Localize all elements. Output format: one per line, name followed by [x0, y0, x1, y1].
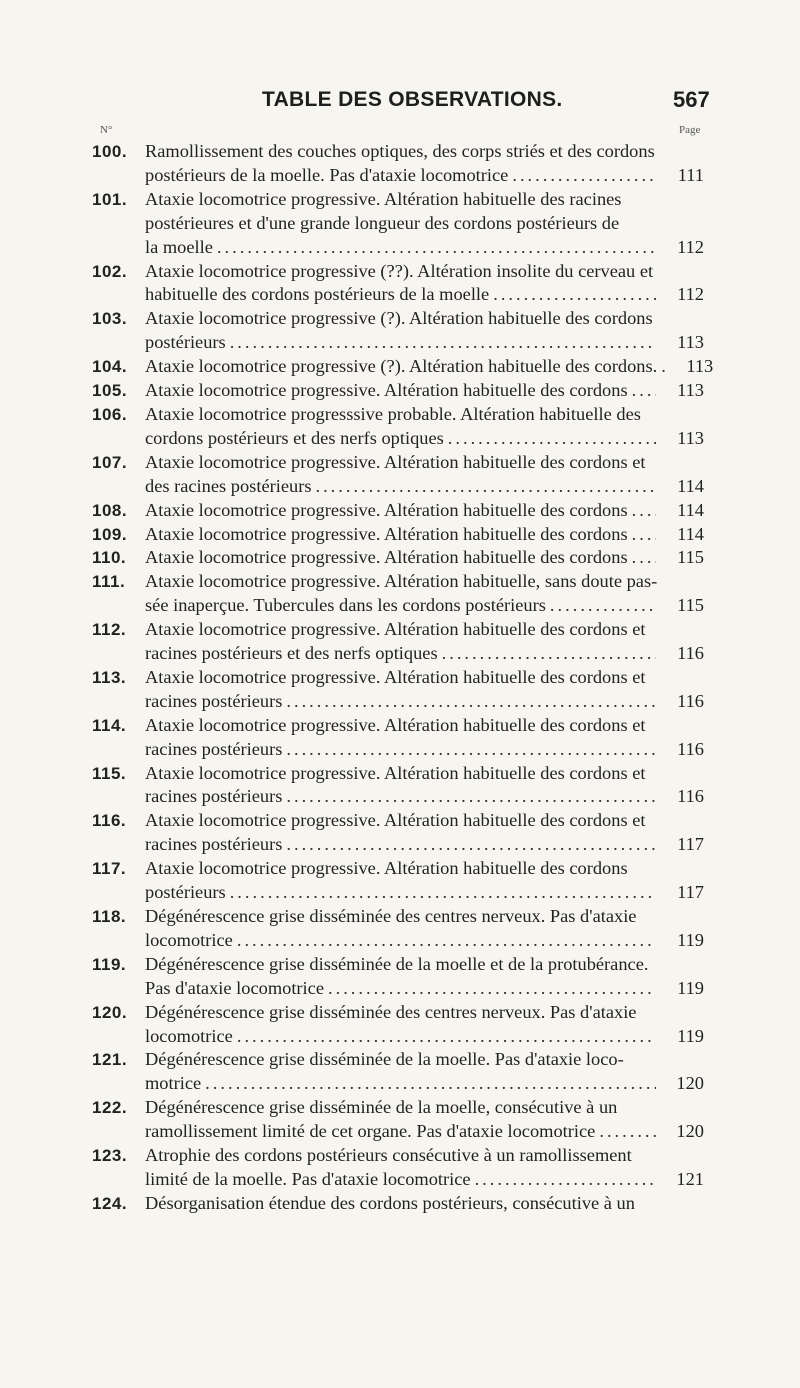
- entry-text-line: racines postérieurs et des nerfs optiques: [145, 643, 438, 664]
- dot-leader: [282, 690, 656, 714]
- entry-text-line: locomotrice: [145, 929, 233, 950]
- observation-number: 103.: [92, 309, 128, 329]
- page-reference: 114: [677, 499, 704, 520]
- entry-text-line: racines postérieurs: [145, 738, 283, 759]
- page-reference: 113: [686, 356, 714, 377]
- entry-text-line: postérieures et d'une grande longueur des cordons postérieurs de: [145, 212, 620, 233]
- entry-last-line: [145, 427, 704, 451]
- entry-text-line: racines postérieurs: [145, 834, 283, 855]
- entry-last-line: [145, 977, 704, 1001]
- page-reference: 119: [677, 1025, 704, 1046]
- entry-last-line: [145, 833, 704, 857]
- list-item: [92, 857, 704, 905]
- entry-text-line: Ataxie locomotrice progressive. Altération habituelle des racines: [145, 188, 622, 209]
- observation-number: 117.: [92, 859, 127, 879]
- dot-leader: [628, 499, 656, 523]
- entry-text-line: Ataxie locomotrice progressive (?). Altération habituelle des cordons: [145, 308, 653, 329]
- page-reference: 117: [677, 834, 704, 855]
- dot-leader: [595, 1120, 656, 1144]
- list-item: [92, 1048, 704, 1096]
- entry-text-line: locomotrice: [145, 1025, 233, 1046]
- entry-last-line: [145, 881, 704, 905]
- observation-number: 108.: [92, 500, 128, 520]
- entry-last-line: [145, 1072, 704, 1096]
- dot-leader: [546, 594, 656, 618]
- dot-leader: [508, 164, 656, 188]
- entry-last-line: [145, 785, 704, 809]
- observation-number: 119.: [92, 954, 127, 974]
- entry-text-line: motrice: [145, 1073, 202, 1094]
- list-item: [92, 905, 704, 953]
- page-reference: 114: [677, 523, 704, 544]
- observation-number: 100.: [92, 142, 128, 161]
- entry-last-line: [145, 738, 704, 762]
- entry-last-line: [145, 642, 704, 666]
- dot-leader: [444, 427, 656, 451]
- dot-leader: [233, 1025, 656, 1049]
- entry-last-line: [145, 546, 704, 570]
- entry-last-line: [145, 523, 704, 547]
- observation-number: 109.: [92, 524, 128, 544]
- entry-last-line: [145, 236, 704, 260]
- entry-last-line: [145, 355, 714, 379]
- page-reference: 117: [677, 882, 704, 903]
- entry-text-line: la moelle: [145, 236, 213, 257]
- entry-text-line: Ataxie locomotrice progressive (??). Altération insolite du cerveau et: [145, 260, 654, 281]
- entry-text-line: sée inaperçue. Tubercules dans les cordons postérieurs: [145, 595, 546, 616]
- entry-text-line: Dégénérescence grise disséminée de la moelle et de la protubérance.: [145, 953, 649, 974]
- dot-leader: [282, 833, 656, 857]
- list-item: [92, 762, 704, 810]
- list-item: [92, 403, 704, 451]
- entry-text-line: Ataxie locomotrice progressive (?). Altération habituelle des cordons.: [145, 356, 658, 377]
- entry-last-line: [145, 379, 704, 403]
- entry-text-line: postérieurs: [145, 882, 226, 903]
- dot-leader: [282, 785, 656, 809]
- observation-number: 124.: [92, 1193, 128, 1213]
- page-reference: 120: [676, 1121, 704, 1142]
- observation-number: 116.: [92, 811, 127, 831]
- entry-text-line: Dégénérescence grise disséminée des centres nerveux. Pas d'ataxie: [145, 1001, 637, 1022]
- observation-number: 115.: [92, 763, 127, 783]
- entry-text-line: limité de la moelle. Pas d'ataxie locomotrice: [145, 1168, 471, 1189]
- observation-number: 110.: [92, 548, 127, 568]
- list-item: [92, 666, 704, 714]
- observation-number: 111.: [92, 572, 126, 592]
- page-reference: 116: [677, 786, 704, 807]
- dot-leader: [438, 642, 656, 666]
- entry-text-line: postérieurs de la moelle. Pas d'ataxie locomotrice: [145, 164, 509, 185]
- observation-number: 118.: [92, 907, 127, 926]
- observation-number: 122.: [92, 1098, 128, 1118]
- list-item: [92, 523, 704, 547]
- dot-leader: [226, 881, 656, 905]
- page-reference: 115: [677, 595, 704, 616]
- observation-number: 123.: [92, 1146, 128, 1166]
- page-reference: 116: [677, 643, 704, 664]
- page-reference: 116: [677, 690, 704, 711]
- observations-list: [92, 140, 714, 1216]
- page-reference: 112: [677, 284, 704, 305]
- list-item: [92, 618, 704, 666]
- list-item: [92, 1192, 704, 1216]
- running-header: [0, 88, 800, 118]
- column-head-page: Page: [679, 124, 701, 136]
- page-reference: 121: [676, 1168, 704, 1189]
- column-head-number: N°: [100, 124, 113, 136]
- entry-text-line: Ataxie locomotrice progressive. Altération habituelle des cordons: [145, 499, 628, 520]
- dot-leader: [657, 355, 665, 379]
- observation-number: 121.: [92, 1050, 128, 1070]
- dot-leader: [201, 1072, 656, 1096]
- entry-text-line: Pas d'ataxie locomotrice: [145, 977, 324, 998]
- list-item: [92, 499, 704, 523]
- list-item: [92, 1144, 704, 1192]
- entry-last-line: [145, 499, 704, 523]
- entry-text-line: Ataxie locomotrice progressive. Altération habituelle des cordons: [145, 380, 628, 401]
- entry-last-line: [145, 929, 704, 953]
- list-item: [92, 953, 704, 1001]
- entry-text-line: des racines postérieurs: [145, 475, 312, 496]
- entry-text-line: cordons postérieurs et des nerfs optiques: [145, 427, 444, 448]
- entry-text-line: Atrophie des cordons postérieurs consécutive à un ramollissement: [145, 1145, 632, 1166]
- entry-text-line: Ataxie locomotrice progressive. Altération habituelle des cordons et: [145, 714, 646, 735]
- page-reference: 114: [677, 475, 704, 496]
- list-item: [92, 1096, 704, 1144]
- page-reference: 115: [677, 547, 704, 568]
- list-item: [92, 451, 704, 499]
- list-item: [92, 355, 714, 379]
- entry-last-line: [145, 1025, 704, 1049]
- entry-text-line: Ataxie locomotrice progressive. Altération habituelle des cordons: [145, 547, 628, 568]
- entry-text-line: Ataxie locomotrice progressive. Altération habituelle des cordons et: [145, 451, 646, 472]
- entry-text-line: Dégénérescence grise disséminée des centres nerveux. Pas d'ataxie: [145, 906, 637, 926]
- dot-leader: [233, 929, 656, 953]
- entry-text-line: racines postérieurs: [145, 786, 283, 807]
- dot-leader: [489, 283, 656, 307]
- list-item: [92, 570, 704, 618]
- entry-text-line: racines postérieurs: [145, 690, 283, 711]
- entry-text-line: Dégénérescence grise disséminée de la moelle, consécutive à un: [145, 1097, 618, 1118]
- page-reference: 113: [677, 380, 704, 401]
- entry-text-line: Ataxie locomotrice progressive. Altération habituelle des cordons et: [145, 666, 646, 687]
- dot-leader: [226, 331, 656, 355]
- list-item: [92, 379, 704, 403]
- dot-leader: [471, 1168, 656, 1192]
- list-item: [92, 1001, 704, 1049]
- page-reference: 113: [677, 332, 704, 353]
- dot-leader: [628, 379, 656, 403]
- observation-number: 120.: [92, 1002, 128, 1022]
- entry-text-line: Ataxie locomotrice progressive. Altération habituelle des cordons: [145, 523, 628, 544]
- entry-text-line: Ramollissement des couches optiques, des corps striés et des cordons: [145, 141, 655, 161]
- list-item: [92, 714, 704, 762]
- entry-text-line: postérieurs: [145, 332, 226, 353]
- observation-number: 112.: [92, 620, 127, 640]
- page-reference: 119: [677, 977, 704, 998]
- observation-number: 101.: [92, 189, 128, 209]
- dot-leader: [213, 236, 656, 260]
- dot-leader: [324, 977, 656, 1001]
- entry-text-line: Ataxie locomotrice progressive. Altération habituelle des cordons et: [145, 762, 646, 783]
- list-item: [92, 188, 704, 260]
- list-item: [92, 260, 704, 308]
- observation-number: 107.: [92, 452, 128, 472]
- entry-last-line: [145, 331, 704, 355]
- observation-number: 105.: [92, 381, 128, 401]
- list-item: [92, 140, 704, 188]
- entry-last-line: [145, 283, 704, 307]
- dot-leader: [311, 475, 656, 499]
- list-item: [92, 546, 704, 570]
- dot-leader: [628, 523, 656, 547]
- entry-text-line: habituelle des cordons postérieurs de la moelle: [145, 284, 490, 305]
- page-reference: 116: [677, 738, 704, 759]
- observation-number: 106.: [92, 404, 128, 424]
- entry-text-line: Ataxie locomotrice progressive. Altération habituelle des cordons: [145, 858, 628, 879]
- observation-number: 113.: [92, 667, 127, 687]
- list-item: [92, 307, 704, 355]
- page-reference: 112: [677, 236, 704, 257]
- entry-text-line: ramollissement limité de cet organe. Pas d'ataxie locomotrice: [145, 1121, 596, 1142]
- entry-text-line: Ataxie locomotrice progressive. Altération habituelle, sans doute pas-: [145, 571, 658, 592]
- entry-last-line: [145, 1168, 704, 1192]
- dot-leader: [282, 738, 656, 762]
- entry-last-line: [145, 164, 704, 188]
- dot-leader: [628, 546, 656, 570]
- entry-text-line: Ataxie locomotrice progressive. Altération habituelle des cordons et: [145, 810, 646, 831]
- page-title: TABLE DES OBSERVATIONS.: [262, 88, 563, 111]
- observation-number: 104.: [92, 357, 128, 377]
- entry-last-line: [145, 690, 704, 714]
- page-reference: 120: [676, 1073, 704, 1094]
- page-reference: 119: [677, 929, 704, 950]
- entry-text-line: Dégénérescence grise disséminée de la moelle. Pas d'ataxie loco-: [145, 1049, 624, 1070]
- page-reference: 113: [677, 427, 704, 448]
- observation-number: 102.: [92, 261, 128, 281]
- list-item: [92, 809, 704, 857]
- entry-last-line: [145, 1120, 704, 1144]
- observation-number: 114.: [92, 715, 127, 735]
- entry-last-line: [145, 475, 704, 499]
- entry-last-line: [145, 594, 704, 618]
- page-number: 567: [673, 87, 710, 112]
- entry-text-line: Désorganisation étendue des cordons postérieurs, consécutive à un: [145, 1192, 635, 1213]
- entry-text-line: Ataxie locomotrice progresssive probable. Altération habituelle des: [145, 403, 641, 424]
- entry-text-line: Ataxie locomotrice progressive. Altération habituelle des cordons et: [145, 619, 646, 640]
- page-reference: 111: [677, 164, 704, 185]
